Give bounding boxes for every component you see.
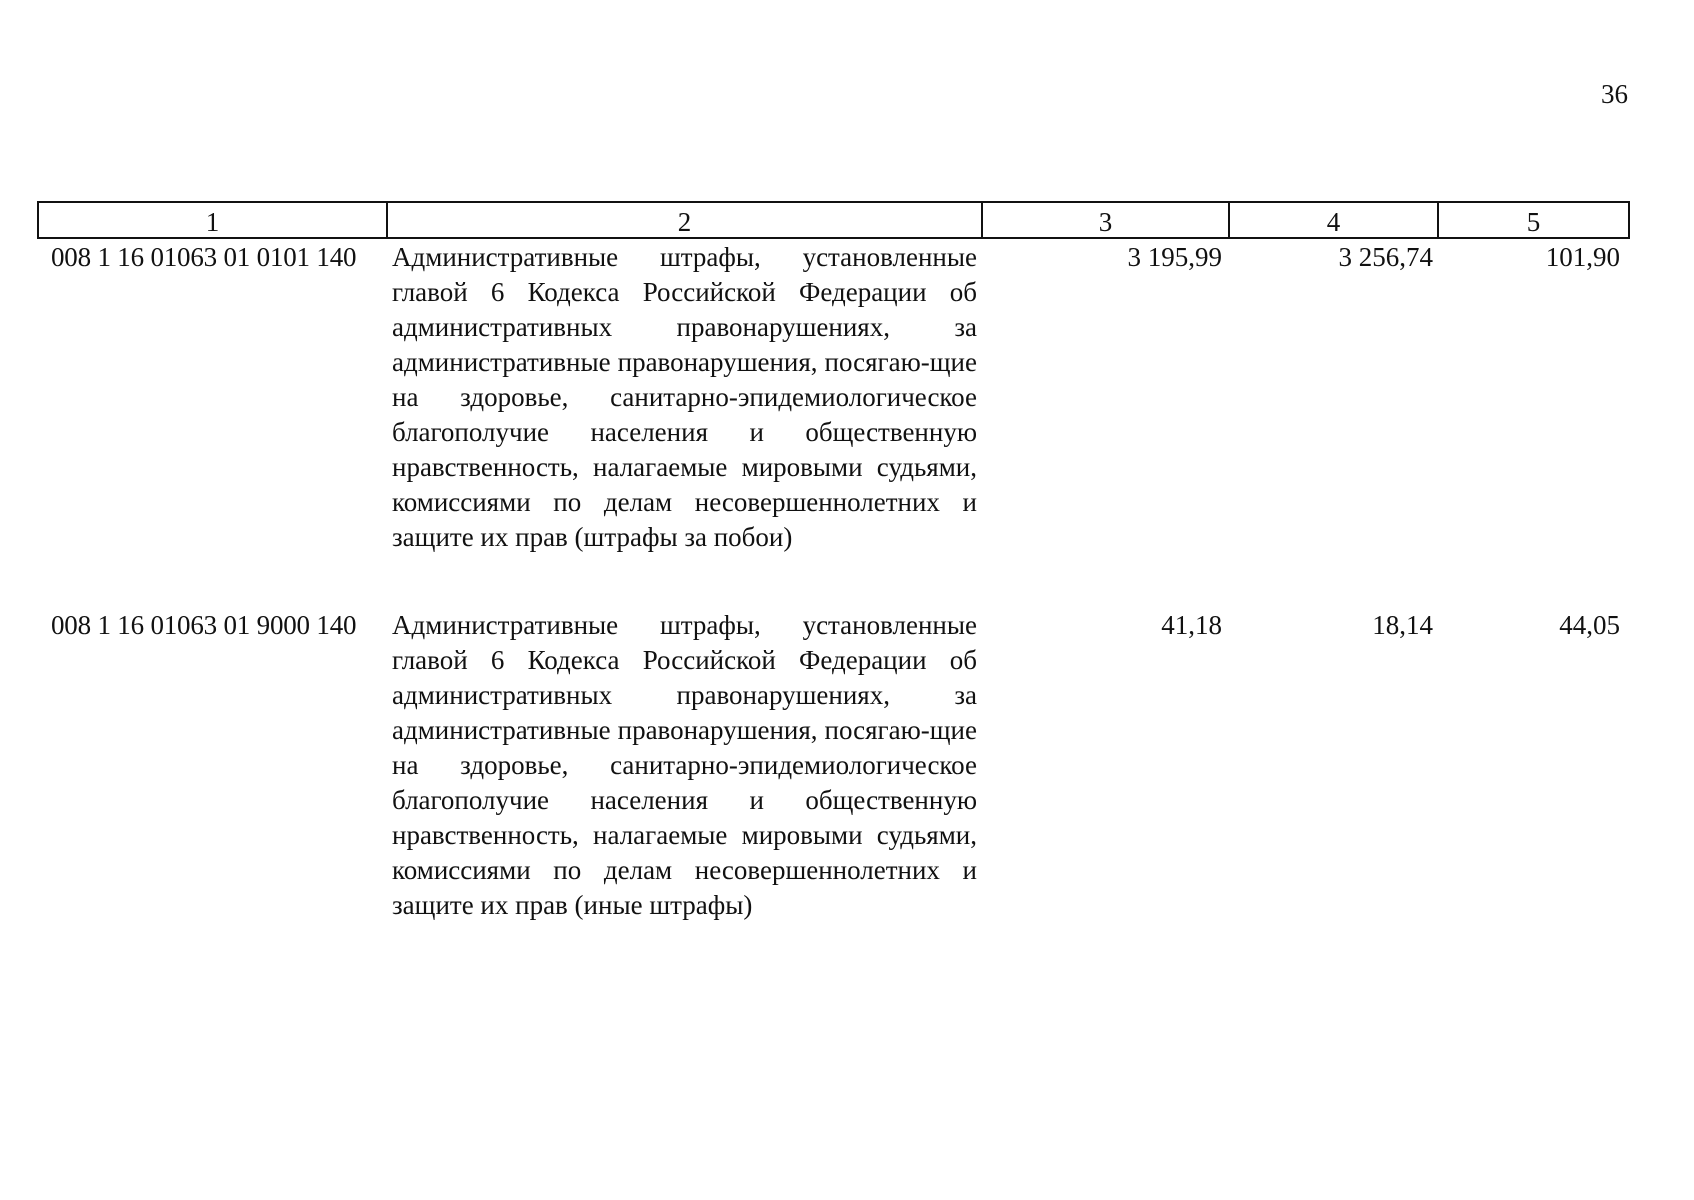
budget-code: 008 1 16 01063 01 9000 140 — [51, 610, 357, 640]
header-cell-3: 3 — [982, 202, 1229, 238]
header-cell-4: 4 — [1229, 202, 1438, 238]
header-row — [38, 202, 1629, 238]
header-cell-1: 1 — [38, 202, 387, 238]
value-col4: 3 256,74 — [1338, 242, 1433, 272]
page-number: 36 — [1601, 79, 1628, 109]
value-col3: 41,18 — [1161, 610, 1222, 640]
row-description: Административные штрафы, установленные главой 6 Кодекса Российской Федерации об административных правонарушениях, за административные правонарушения, посягаю-щие на здоровье, санитарно-эпидемиологическое благополучие населения и общественную нравственность, налагаемые мировыми судьями, комиссиями по делам несовершеннолетних и защите их прав (иные штрафы) — [392, 610, 977, 920]
value-col5: 44,05 — [1559, 610, 1620, 640]
row-description: Административные штрафы, установленные главой 6 Кодекса Российской Федерации об административных правонарушениях, за административные правонарушения, посягаю-щие на здоровье, санитарно-эпидемиологическое благополучие населения и общественную нравственность, налагаемые мировыми судьями, комиссиями по делам несовершеннолетних и защите их прав (штрафы за побои) — [392, 242, 977, 552]
value-col5: 101,90 — [1545, 242, 1620, 272]
table-header — [37, 201, 1630, 239]
header-cell-2: 2 — [387, 202, 982, 238]
header-cell-5: 5 — [1438, 202, 1629, 238]
budget-code: 008 1 16 01063 01 0101 140 — [51, 242, 357, 272]
value-col4: 18,14 — [1372, 610, 1433, 640]
value-col3: 3 195,99 — [1127, 242, 1222, 272]
